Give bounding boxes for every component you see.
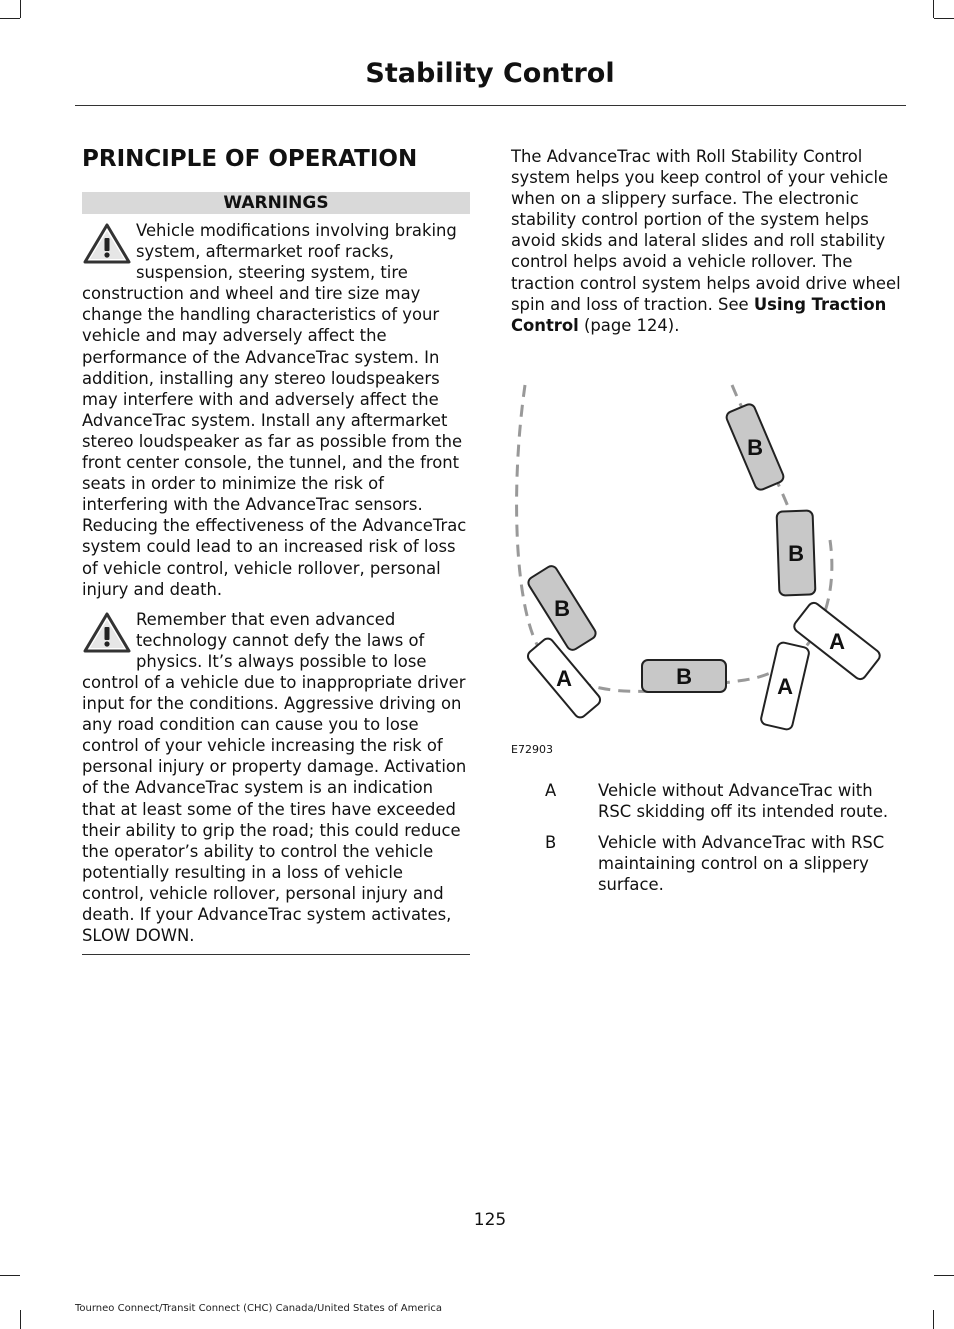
vehicle-label: B <box>554 596 570 621</box>
crop-mark <box>934 18 954 19</box>
warnings-header: WARNINGS <box>82 192 470 214</box>
legend-text: Vehicle with AdvanceTrac with RSC maintaining control on a slippery surface. <box>598 833 885 895</box>
crop-mark <box>0 1275 20 1276</box>
vehicle-a <box>526 636 603 720</box>
intro-paragraph <box>511 146 905 336</box>
legend-key: A <box>545 781 557 800</box>
warning-item <box>82 220 470 600</box>
vehicle-label: B <box>676 664 692 689</box>
vehicle-b <box>642 660 726 692</box>
crop-mark <box>20 1310 21 1329</box>
stability-diagram <box>510 380 890 740</box>
vehicle-a <box>760 641 810 730</box>
section-heading: PRINCIPLE OF OPERATION <box>82 146 418 172</box>
right-column <box>511 146 905 336</box>
intro-text: The AdvanceTrac with Roll Stability Control system helps you keep control of your vehicle when on a slippery surface. The electronic stability control portion of the system helps avoid skids and lateral slides and roll stability control helps avoid a vehicle rollover. The traction control system helps avoid drive wheel spin and loss of traction. See <box>511 147 901 314</box>
crop-mark <box>20 0 21 18</box>
figure-id: E72903 <box>511 743 553 756</box>
vehicle-label: A <box>829 629 845 654</box>
vehicle-b <box>725 402 785 491</box>
figure-legend <box>511 780 905 905</box>
vehicle-b <box>526 564 598 652</box>
vehicle-label: A <box>777 674 793 699</box>
legend-row <box>511 780 905 822</box>
warnings-end-divider <box>82 954 470 955</box>
vehicle-label: B <box>747 435 763 460</box>
crop-mark <box>933 0 934 18</box>
left-column <box>82 146 470 955</box>
page-title: Stability Control <box>365 58 615 89</box>
cross-reference-link[interactable]: Using Traction Control <box>511 294 887 335</box>
warning-item <box>82 609 470 947</box>
page-number: 125 <box>473 1210 507 1230</box>
crop-mark <box>0 18 20 19</box>
vehicle-label: A <box>556 666 572 691</box>
warning-triangle-icon <box>82 222 132 266</box>
vehicle-label: B <box>788 541 804 566</box>
crop-mark <box>934 1275 954 1276</box>
legend-text: Vehicle without AdvanceTrac with RSC skidding off its intended route. <box>598 781 889 822</box>
legend-row <box>511 832 905 895</box>
warning-triangle-icon <box>82 611 132 655</box>
title-divider <box>75 105 906 106</box>
intro-suffix: (page 124). <box>578 315 680 335</box>
warning-text: Remember that even advanced technology cannot defy the laws of physics. It’s always possible to lose control of a vehicle due to inappropriate driver input for the conditions. Aggressive driving on any road condition can cause you to lose control of your vehicle increasing the risk of personal injury or property damage. Activation of the AdvanceTrac system is an indication that at least some of the tires have exceeded their ability to grip the road; this could reduce the operator’s ability to control the vehicle potentially resulting in a loss of vehicle control, vehicle rollover, personal injury and death. If your AdvanceTrac system activates, SLOW DOWN. <box>82 609 467 946</box>
footer-text: Tourneo Connect/Transit Connect (CHC) Canada/United States of America <box>75 1303 442 1314</box>
vehicle-b <box>777 510 816 595</box>
crop-mark <box>933 1310 934 1329</box>
warning-text: Vehicle modifications involving braking system, aftermarket roof racks, suspension, steering system, tire construction and wheel and tire size may change the handling characteristics of your vehicle and may adversely affect the performance of the AdvanceTrac system. In addition, installing any stereo loudspeakers may interfere with and adversely affect the AdvanceTrac system. Install any aftermarket stereo loudspeaker as far as possible from the front center console, the tunnel, and the front seats in order to minimize the risk of interfering with the AdvanceTrac sensors. Reducing the effectiveness of the AdvanceTrac system could lead to an increased risk of loss of vehicle control, vehicle rollover, personal injury and death. <box>82 221 467 599</box>
legend-key: B <box>545 833 557 853</box>
